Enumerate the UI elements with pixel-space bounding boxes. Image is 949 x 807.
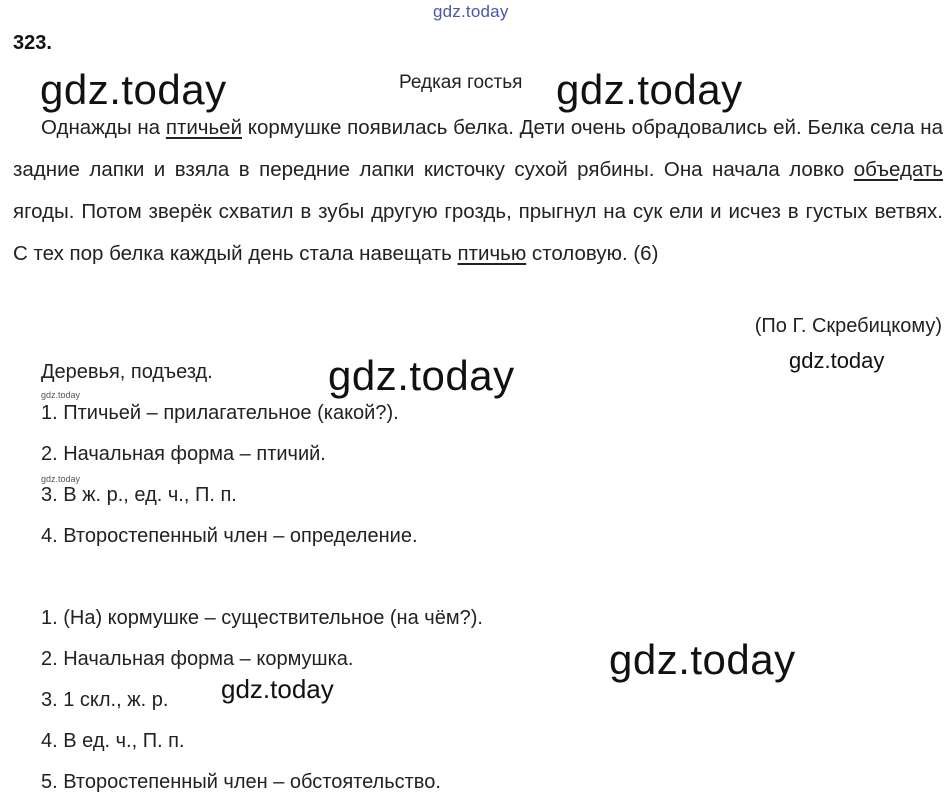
watermark-large-4: gdz.today [609, 636, 796, 683]
analysis1-line-2: 2. Начальная форма – птичий. [41, 443, 326, 465]
underlined-word-obedat: объедать [853, 158, 943, 181]
watermark-large-3: gdz.today [328, 352, 515, 399]
watermark-large-2: gdz.today [556, 66, 743, 113]
exercise-number: 323. [13, 32, 52, 54]
analysis1-line-3: 3. В ж. р., ед. ч., П. п. [41, 484, 237, 506]
text-author: (По Г. Скребицкому) [754, 315, 942, 337]
main-paragraph [13, 107, 943, 275]
underlined-word-ptichyu: птичью [457, 242, 527, 265]
text-title: Редкая гостья [399, 72, 523, 93]
answer-words: Деревья, подъезд. [41, 361, 213, 383]
analysis2-line-2: 2. Начальная форма – кормушка. [41, 648, 354, 670]
watermark-author: gdz.today [789, 348, 885, 373]
paragraph-part-2: кормушке появилась белка. Дети очень обрадовались ей. Белка села на задние лапки и взяла в передние лапки кисточку сухой рябины. Она начала ловко [13, 116, 944, 181]
analysis2-line-4: 4. В ед. ч., П. п. [41, 730, 185, 752]
analysis1-line-4: 4. Второстепенный член – определение. [41, 525, 418, 547]
watermark-large-1: gdz.today [40, 66, 227, 113]
paragraph-part-3: ягоды. Потом зверёк схватил в зубы другую гроздь, прыгнул на сук ели и исчез в густых ветвях. С тех пор белка каждый день стала навещать [13, 200, 943, 265]
paragraph-part-1: Однажды на [41, 116, 166, 139]
watermark-tiny-2: gdz.today [41, 474, 81, 484]
paragraph-part-4: столовую. (6) [526, 242, 659, 265]
analysis1-line-1: 1. Птичьей – прилагательное (какой?). [41, 402, 399, 424]
analysis2-line-3: 3. 1 скл., ж. р. [41, 689, 169, 711]
analysis2-line-1: 1. (На) кормушке – существительное (на чём?). [41, 607, 483, 629]
watermark-medium: gdz.today [221, 674, 334, 704]
analysis2-line-5: 5. Второстепенный член – обстоятельство. [41, 771, 441, 793]
underlined-word-ptichey: птичьей [165, 116, 243, 139]
watermark-tiny-1: gdz.today [41, 390, 81, 400]
watermark-top: gdz.today [433, 2, 509, 21]
